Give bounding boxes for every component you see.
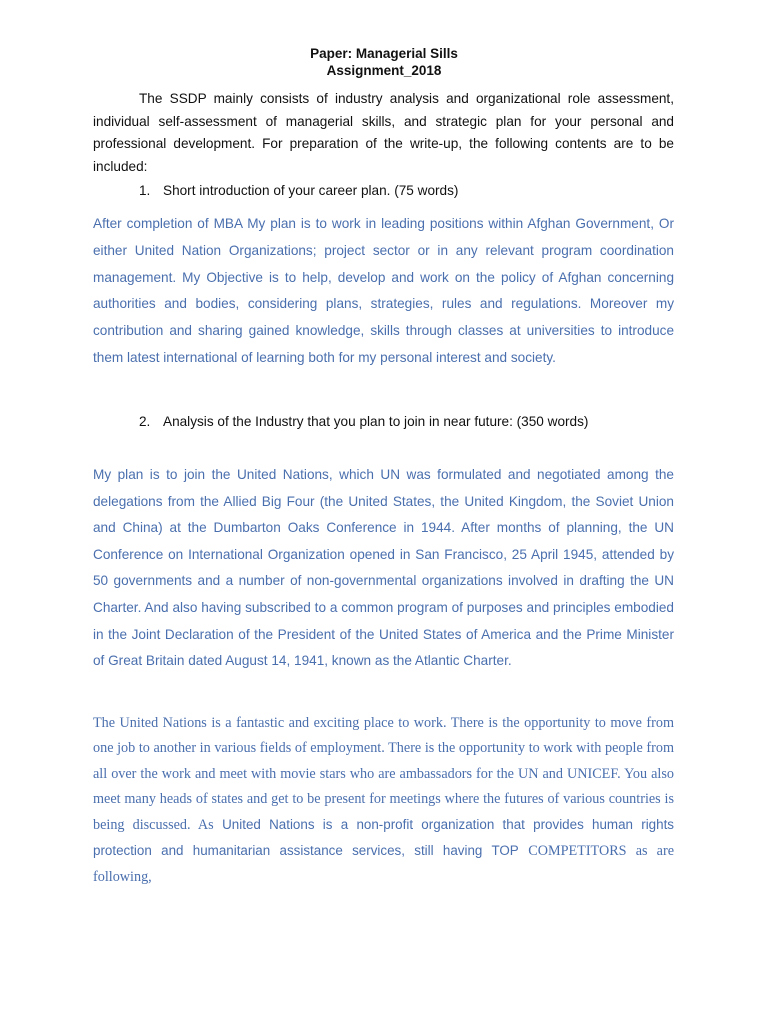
list-item-1-text: Short introduction of your career plan. (75 words) [163,183,459,198]
list-item-2-text: Analysis of the Industry that you plan to join in near future: (350 words) [163,414,589,429]
un-workplace-tail-text: COMPETITORS as are following, [93,843,674,885]
career-plan-answer: After completion of MBA My plan is to work in leading positions within Afghan Government, Or either United Nation Organizations; project sector or in any relevant program coordination management. My Objective is to help, develop and work on the policy of Afghan concerning authorities and bodies, considering plans, strategies, rules and regulations. Moreover my contribution and sharing gained knowledge, skills through classes at universities to introduce them latest international of learning both for my personal interest and society. [93,216,674,365]
list-item-2-number: 2. [139,414,151,429]
list-item-1 [139,182,458,200]
document-title: Paper: Managerial Sills [310,46,458,61]
list-item-2 [139,413,588,431]
document-subtitle: Assignment_2018 [326,63,442,78]
intro-paragraph: The SSDP mainly consists of industry analysis and organizational role assessment, individual self-assessment of managerial skills, and strategic plan for your personal and professional development. For preparation of the write-up, the following contents are to be included: [93,91,674,174]
un-workplace-paragraph [93,711,674,890]
industry-analysis-answer: My plan is to join the United Nations, which UN was formulated and negotiated among the delegations from the Allied Big Four (the United States, the United Kingdom, the Soviet Union and China) at the Dumbarton Oaks Conference in 1944. After months of planning, the UN Conference on International Organization opened in San Francisco, 25 April 1945, attended by 50 governments and a number of non-governmental organizations involved in drafting the UN Charter. And also having subscribed to a common program of purposes and principles embodied in the Joint Declaration of the President of the United States of America and the Prime Minister of Great Britain dated August 14, 1941, known as the Atlantic Charter. [93,467,674,669]
un-workplace-sans-text: United Nations is a non-profit organization that provides human rights protection and humanitarian assistance services, still having TOP [93,817,674,859]
un-workplace-serif-text: The United Nations is a fantastic and exciting place to work. There is the opportunity to move from one job to another in various fields of employment. There is the opportunity to work with people from all over the work and meet with movie stars who are ambassadors for the UN and UNICEF. You also meet many heads of states and get to be present for meetings where the futures of various countries is being discussed. As [93,715,674,834]
list-item-1-number: 1. [139,183,151,198]
